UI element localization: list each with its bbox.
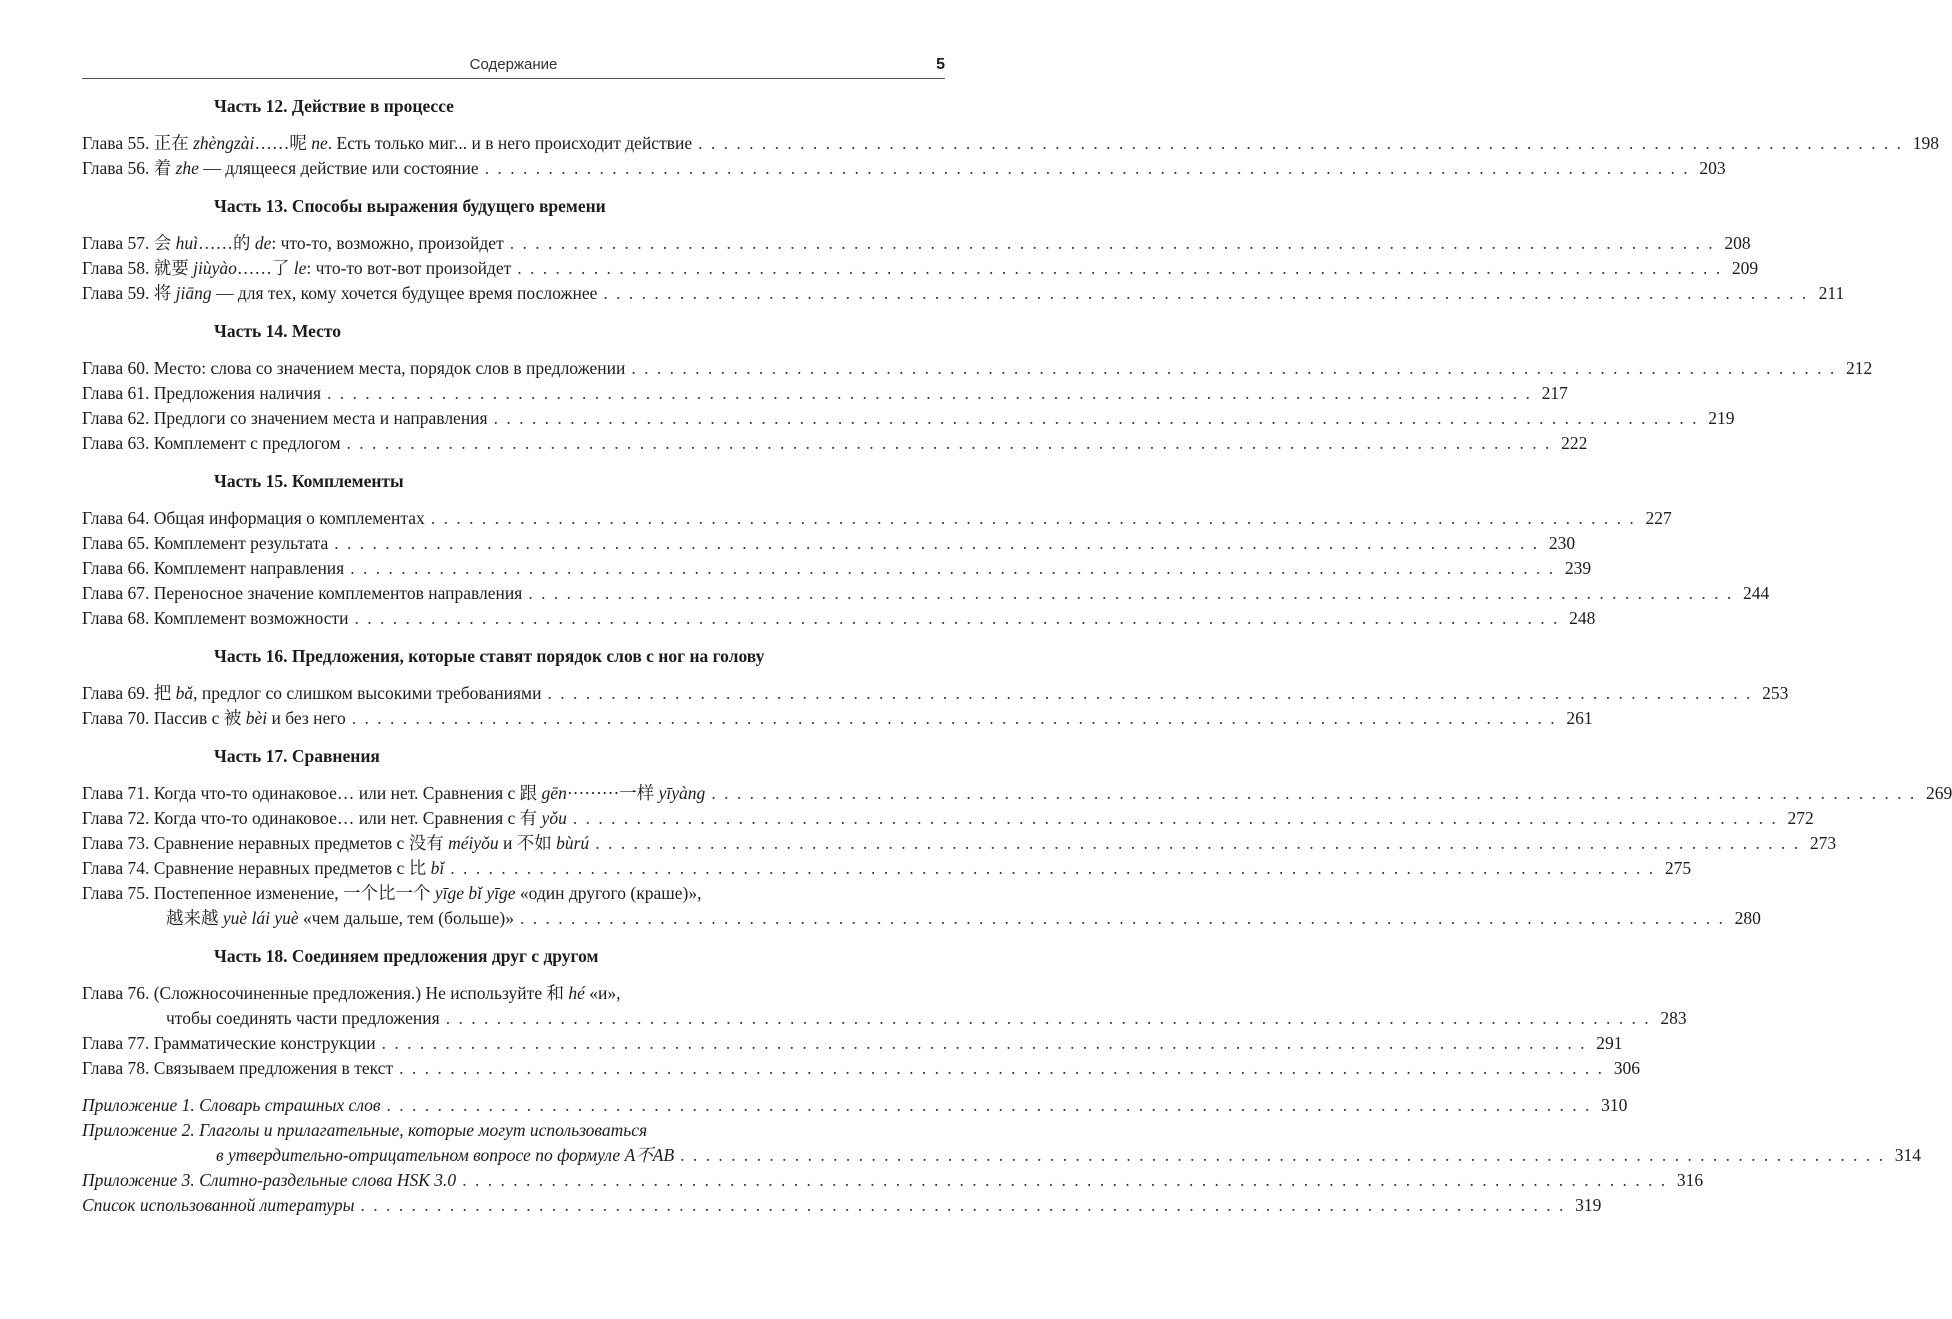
leader-dots xyxy=(462,1168,1667,1193)
appendix-section xyxy=(82,1093,1922,1218)
entry-title[interactable]: Грамматические конструкции xyxy=(153,1033,376,1053)
leader-dots xyxy=(547,681,1752,706)
toc-entry[interactable] xyxy=(82,831,1837,856)
toc-entry[interactable] xyxy=(82,506,1672,531)
toc-line xyxy=(82,606,1596,631)
chapter-label: Глава 75. xyxy=(82,883,154,903)
toc-line xyxy=(82,431,1588,456)
entry-title[interactable]: Сравнение неравных предметов с 没有 méiyǒu и 不如 bùrú xyxy=(153,833,590,853)
chapter-label: Глава 76. xyxy=(82,983,154,1003)
leader-dots xyxy=(528,581,1733,606)
entry-title[interactable]: Комплемент с предлогом xyxy=(153,433,341,453)
toc-entry[interactable] xyxy=(82,606,1596,631)
toc-line xyxy=(82,406,1735,431)
entry-title[interactable]: Когда что-то одинаковое… или нет. Сравнения с 有 yǒu xyxy=(153,808,567,828)
part-heading: Часть 12. Действие в процессе xyxy=(214,96,454,116)
entry-title[interactable]: 把 bǎ, предлог со слишком высокими требованиями xyxy=(153,683,542,703)
leader-dots xyxy=(327,381,1532,406)
entry-title[interactable]: Связываем предложения в текст xyxy=(153,1058,394,1078)
entry-title[interactable]: Сравнение неравных предметов с 比 bǐ xyxy=(153,858,445,878)
entry-page-number[interactable]: 261 xyxy=(1566,708,1593,728)
appendix-entry[interactable] xyxy=(82,1193,1602,1218)
toc-entry[interactable] xyxy=(82,581,1770,606)
entry-page-number[interactable]: 310 xyxy=(1601,1095,1628,1115)
leader-dots xyxy=(334,531,1539,556)
toc-entry[interactable] xyxy=(82,806,1814,831)
toc-entry[interactable] xyxy=(82,281,1845,306)
leader-dots xyxy=(680,1143,1885,1168)
entry-title[interactable]: Пассив с 被 bèi и без него xyxy=(153,708,346,728)
toc-line xyxy=(82,156,1726,181)
appendix-entry[interactable] xyxy=(82,1118,1922,1168)
chapter-label: Глава 55. xyxy=(82,133,154,153)
toc-line xyxy=(82,356,1873,381)
leader-dots xyxy=(485,156,1690,181)
chapter-label: Глава 60. xyxy=(82,358,154,378)
entry-page-number[interactable]: 211 xyxy=(1818,283,1845,303)
chapter-label: Глава 67. xyxy=(82,583,154,603)
part-heading: Часть 17. Сравнения xyxy=(214,746,380,766)
entry-page-number[interactable]: 272 xyxy=(1787,808,1814,828)
entry-title[interactable]: чтобы соединять части предложения xyxy=(166,1008,440,1028)
leader-dots xyxy=(595,831,1800,856)
entry-title[interactable]: Список использованной литературы xyxy=(82,1195,355,1215)
chapter-label: Глава 70. xyxy=(82,708,154,728)
toc-line xyxy=(82,556,1592,581)
entry-page-number[interactable]: 208 xyxy=(1724,233,1751,253)
toc-line xyxy=(82,1056,1640,1081)
chapter-label: Глава 62. xyxy=(82,408,154,428)
toc-line xyxy=(82,881,945,906)
toc-entry[interactable] xyxy=(82,531,1576,556)
toc-entry[interactable] xyxy=(82,131,1939,156)
entry-page-number[interactable]: 269 xyxy=(1925,783,1952,803)
chapter-label: Глава 59. xyxy=(82,283,154,303)
toc-line xyxy=(82,381,1568,406)
entry-page-number[interactable]: 209 xyxy=(1731,258,1759,278)
entry-title[interactable]: 越来越 yuè lái yuè «чем дальше, тем (больше)» xyxy=(166,908,514,928)
entry-page-number[interactable]: 198 xyxy=(1912,133,1939,153)
toc-entry[interactable] xyxy=(82,381,1568,406)
entry-title[interactable]: 正在 zhèngzài……呢 ne. Есть только миг... и в него происходит действие xyxy=(153,133,693,153)
toc-line xyxy=(82,681,1789,706)
entry-title[interactable]: Постепенное изменение, 一个比一个 yīge bǐ yīge «один другого (краше)», xyxy=(153,883,702,903)
leader-dots xyxy=(399,1056,1604,1081)
toc-entry[interactable] xyxy=(82,256,1759,281)
toc-line xyxy=(82,706,1593,731)
entry-page-number[interactable]: 319 xyxy=(1575,1195,1602,1215)
page-number: 5 xyxy=(936,56,945,73)
leader-dots xyxy=(382,1031,1587,1056)
chapter-label: Глава 58. xyxy=(82,258,154,278)
toc-entry[interactable] xyxy=(82,431,1588,456)
chapter-label: Глава 57. xyxy=(82,233,154,253)
toc-entry[interactable] xyxy=(82,981,1687,1031)
entry-title[interactable]: Место: слова со значением места, порядок слов в предложении xyxy=(153,358,626,378)
entry-page-number[interactable]: 212 xyxy=(1845,358,1873,378)
entry-page-number[interactable]: 314 xyxy=(1894,1145,1922,1165)
entry-page-number[interactable]: 253 xyxy=(1762,683,1789,703)
chapter-label: Глава 66. xyxy=(82,558,154,578)
leader-dots xyxy=(431,506,1636,531)
chapter-label: Глава 56. xyxy=(82,158,154,178)
chapter-label: Глава 68. xyxy=(82,608,154,628)
leader-dots xyxy=(352,706,1557,731)
entry-title[interactable]: Приложение 1. Словарь страшных слов xyxy=(82,1095,381,1115)
entry-title[interactable]: Переносное значение комплементов направления xyxy=(153,583,523,603)
chapter-label: Глава 72. xyxy=(82,808,154,828)
chapter-label: Глава 73. xyxy=(82,833,154,853)
leader-dots xyxy=(494,406,1699,431)
entry-title[interactable]: 将 jiāng — для тех, кому хочется будущее время посложнее xyxy=(153,283,598,303)
chapter-label: Глава 77. xyxy=(82,1033,154,1053)
entry-title[interactable]: 着 zhe — длящееся действие или состояние xyxy=(153,158,479,178)
leader-dots xyxy=(603,281,1808,306)
part-heading: Часть 15. Комплементы xyxy=(214,471,404,491)
toc-line xyxy=(82,256,1759,281)
toc-entry[interactable] xyxy=(82,706,1593,731)
entry-page-number[interactable]: 248 xyxy=(1569,608,1596,628)
toc-entry[interactable] xyxy=(82,681,1789,706)
chapter-label: Глава 63. xyxy=(82,433,154,453)
entry-page-number[interactable]: 239 xyxy=(1564,558,1592,578)
toc-entry[interactable] xyxy=(82,156,1726,181)
leader-dots xyxy=(355,606,1560,631)
leader-dots xyxy=(387,1093,1592,1118)
part-heading: Часть 14. Место xyxy=(214,321,341,341)
chapter-label: Глава 65. xyxy=(82,533,154,553)
entry-title[interactable]: Комплемент возможности xyxy=(153,608,349,628)
toc-line xyxy=(82,856,1692,881)
toc-entry[interactable] xyxy=(82,556,1592,581)
entry-page-number[interactable]: 217 xyxy=(1541,383,1568,403)
chapter-label: Глава 74. xyxy=(82,858,154,878)
toc-entry[interactable] xyxy=(82,406,1735,431)
entry-title[interactable]: Общая информация о комплементах xyxy=(153,508,425,528)
toc-line xyxy=(82,1193,1602,1218)
toc-line xyxy=(82,1118,945,1143)
toc-line xyxy=(82,131,1939,156)
entry-title[interactable]: Предлоги со значением места и направления xyxy=(153,408,488,428)
entry-title[interactable]: Комплемент направления xyxy=(153,558,345,578)
leader-dots xyxy=(698,131,1903,156)
part-heading: Часть 16. Предложения, которые ставят порядок слов с ног на голову xyxy=(214,646,765,666)
part-heading: Часть 13. Способы выражения будущего времени xyxy=(214,196,606,216)
toc-line xyxy=(82,1031,1623,1056)
toc-entry[interactable] xyxy=(82,356,1873,381)
entry-title[interactable]: в утвердительно-отрицательном вопросе по формуле A不AB xyxy=(216,1145,675,1165)
toc-line xyxy=(82,231,1751,256)
entry-title[interactable]: Предложения наличия xyxy=(153,383,321,403)
toc-entry[interactable] xyxy=(82,231,1751,256)
entry-title[interactable]: Комплемент результата xyxy=(153,533,329,553)
chapter-label: Глава 64. xyxy=(82,508,154,528)
entry-page-number[interactable]: 306 xyxy=(1613,1058,1640,1078)
toc-line xyxy=(82,981,945,1006)
toc-entry[interactable] xyxy=(82,781,1952,806)
entry-page-number[interactable]: 273 xyxy=(1809,833,1837,853)
toc-line xyxy=(82,1006,1687,1031)
entry-title[interactable]: 就要 jiùyào……了 le: что-то вот-вот произойдет xyxy=(153,258,512,278)
leader-dots xyxy=(360,1193,1565,1218)
toc-line xyxy=(82,781,1952,806)
leader-dots xyxy=(350,556,1555,581)
part-heading: Часть 18. Соединяем предложения друг с другом xyxy=(214,946,599,966)
toc-line xyxy=(82,906,1761,931)
entry-page-number[interactable]: 280 xyxy=(1734,908,1761,928)
toc-line xyxy=(82,1093,1628,1118)
entry-title[interactable]: Приложение 2. Глаголы и прилагательные, которые могут использоваться xyxy=(82,1120,648,1140)
leader-dots xyxy=(573,806,1778,831)
leader-dots xyxy=(631,356,1836,381)
toc-line xyxy=(82,831,1837,856)
leader-dots xyxy=(450,856,1655,881)
entry-page-number[interactable]: 275 xyxy=(1664,858,1692,878)
appendix-entry[interactable] xyxy=(82,1093,1628,1118)
running-head xyxy=(82,56,945,79)
chapter-label: Глава 61. xyxy=(82,383,154,403)
toc-entry[interactable] xyxy=(82,881,1761,931)
entry-page-number[interactable]: 227 xyxy=(1645,508,1672,528)
leader-dots xyxy=(517,256,1722,281)
toc-line xyxy=(82,506,1672,531)
entry-title[interactable]: 会 huì……的 de: что-то, возможно, произойдет xyxy=(153,233,504,253)
entry-page-number[interactable]: 244 xyxy=(1742,583,1770,603)
table-of-contents xyxy=(82,94,1952,1218)
entry-page-number[interactable]: 291 xyxy=(1596,1033,1623,1053)
toc-line xyxy=(82,1143,1922,1168)
toc-line xyxy=(82,281,1845,306)
chapter-label: Глава 78. xyxy=(82,1058,154,1078)
toc-line xyxy=(82,1168,1704,1193)
entry-title[interactable]: (Сложносочиненные предложения.) Не используйте 和 hé «и», xyxy=(153,983,621,1003)
toc-entry[interactable] xyxy=(82,1056,1640,1081)
entry-page-number[interactable]: 222 xyxy=(1561,433,1588,453)
toc-line xyxy=(82,531,1576,556)
entry-page-number[interactable]: 219 xyxy=(1708,408,1735,428)
toc-entry[interactable] xyxy=(82,856,1692,881)
leader-dots xyxy=(446,1006,1651,1031)
running-title: Содержание xyxy=(469,56,558,73)
leader-dots xyxy=(510,231,1715,256)
toc-entry[interactable] xyxy=(82,1031,1623,1056)
leader-dots xyxy=(520,906,1725,931)
entry-page-number[interactable]: 203 xyxy=(1699,158,1726,178)
chapter-label: Глава 69. xyxy=(82,683,154,703)
toc-line xyxy=(82,806,1814,831)
entry-title[interactable]: Приложение 3. Слитно-раздельные слова HSK 3.0 xyxy=(82,1170,457,1190)
chapter-label: Глава 71. xyxy=(82,783,154,803)
leader-dots xyxy=(711,781,1916,806)
entry-page-number[interactable]: 283 xyxy=(1660,1008,1687,1028)
appendix-entry[interactable] xyxy=(82,1168,1704,1193)
entry-page-number[interactable]: 316 xyxy=(1676,1170,1704,1190)
entry-page-number[interactable]: 230 xyxy=(1548,533,1576,553)
leader-dots xyxy=(347,431,1552,456)
toc-line xyxy=(82,581,1770,606)
entry-title[interactable]: Когда что-то одинаковое… или нет. Сравнения с 跟 gēn·········一样 yīyàng xyxy=(153,783,706,803)
